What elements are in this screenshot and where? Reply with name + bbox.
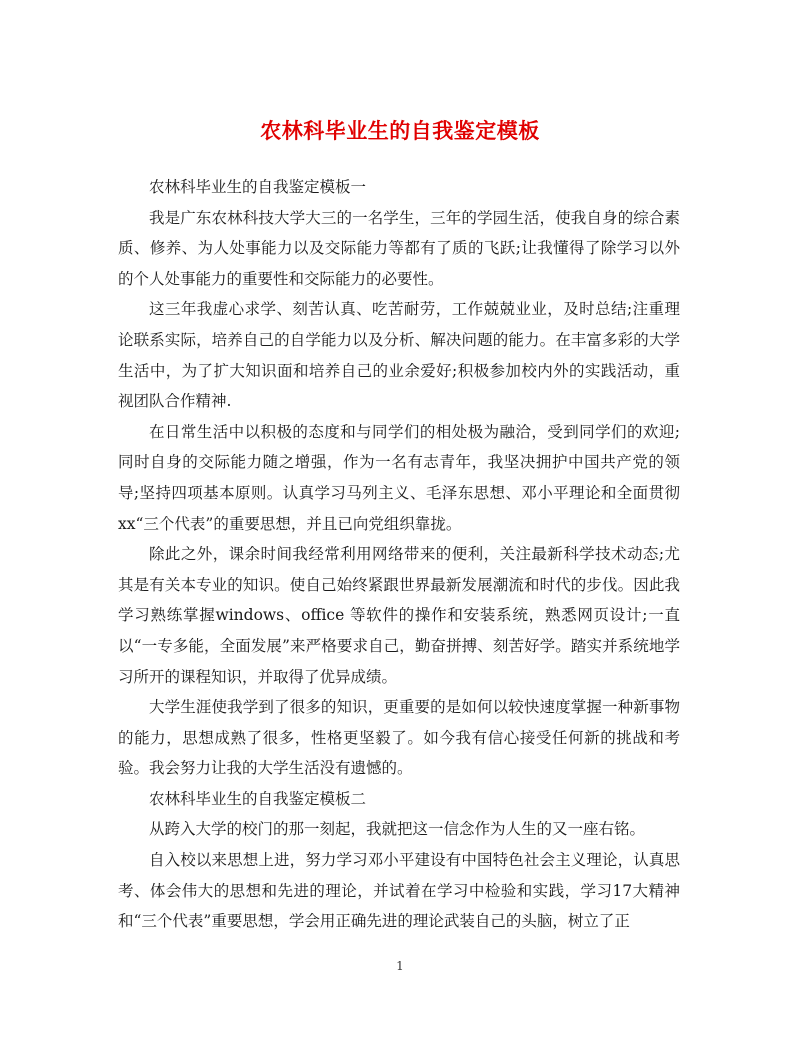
paragraph: 我是广东农林科技大学大三的一名学生，三年的学园生活，使我自身的综合素质、修养、为人处事能力以及交际能力等都有了质的飞跃;让我懂得了除学习以外的个人处事能力的重要性和交际能力的必要性。 <box>118 208 680 288</box>
paragraph: 大学生涯使我学到了很多的知识，更重要的是如何以较快速度掌握一种新事物的能力，思想成熟了很多，性格更坚毅了。如今我有信心接受任何新的挑战和考验。我会努力让我的大学生活没有遗憾的。 <box>118 698 680 778</box>
section-heading-1: 农林科毕业生的自我鉴定模板一 <box>149 178 367 196</box>
section-heading-2: 农林科毕业生的自我鉴定模板二 <box>149 789 367 808</box>
document-body <box>118 172 680 937</box>
paragraph: 除此之外，课余时间我经常利用网络带来的便利，关注最新科学技术动态;尤其是有关本专业的知识。使自己始终紧跟世界最新发展潮流和时代的步伐。因此我学习熟练掌握windows、office 等软件的操作和安装系统，熟悉网页设计;一直以“一专多能，全面发展”来严格要求自己，勤奋拼搏、刻苦好学。踏实并系统地学习所开的课程知识，并取得了优异成绩。 <box>118 545 680 686</box>
paragraph: 这三年我虚心求学、刻苦认真、吃苦耐劳，工作兢兢业业，及时总结;注重理论联系实际，培养自己的自学能力以及分析、解决问题的能力。在丰富多彩的大学生活中，为了扩大知识面和培养自己的业余爱好;积极参加校内外的实践活动，重视团队合作精神. <box>118 300 680 411</box>
page-number: 1 <box>396 959 404 973</box>
document-title: 农林科毕业生的自我鉴定模板 <box>260 118 540 144</box>
paragraph: 自入校以来思想上进，努力学习邓小平建设有中国特色社会主义理论，认真思考、体会伟大的思想和先进的理论，并试着在学习中检验和实践，学习17大精神和“三个代表”重要思想，学会用正确先进的理论武装自己的头脑，树立了正 <box>118 851 680 931</box>
paragraph: 在日常生活中以积极的态度和与同学们的相处极为融洽，受到同学们的欢迎;同时自身的交际能力随之增强，作为一名有志青年，我坚决拥护中国共产党的领导;坚持四项基本原则。认真学习马列主义、毛泽东思想、邓小平理论和全面贯彻xx“三个代表”的重要思想，并且已向党组织靠拢。 <box>118 422 680 533</box>
paragraph: 从跨入大学的校门的那一刻起，我就把这一信念作为人生的又一座右铭。 <box>149 820 646 839</box>
